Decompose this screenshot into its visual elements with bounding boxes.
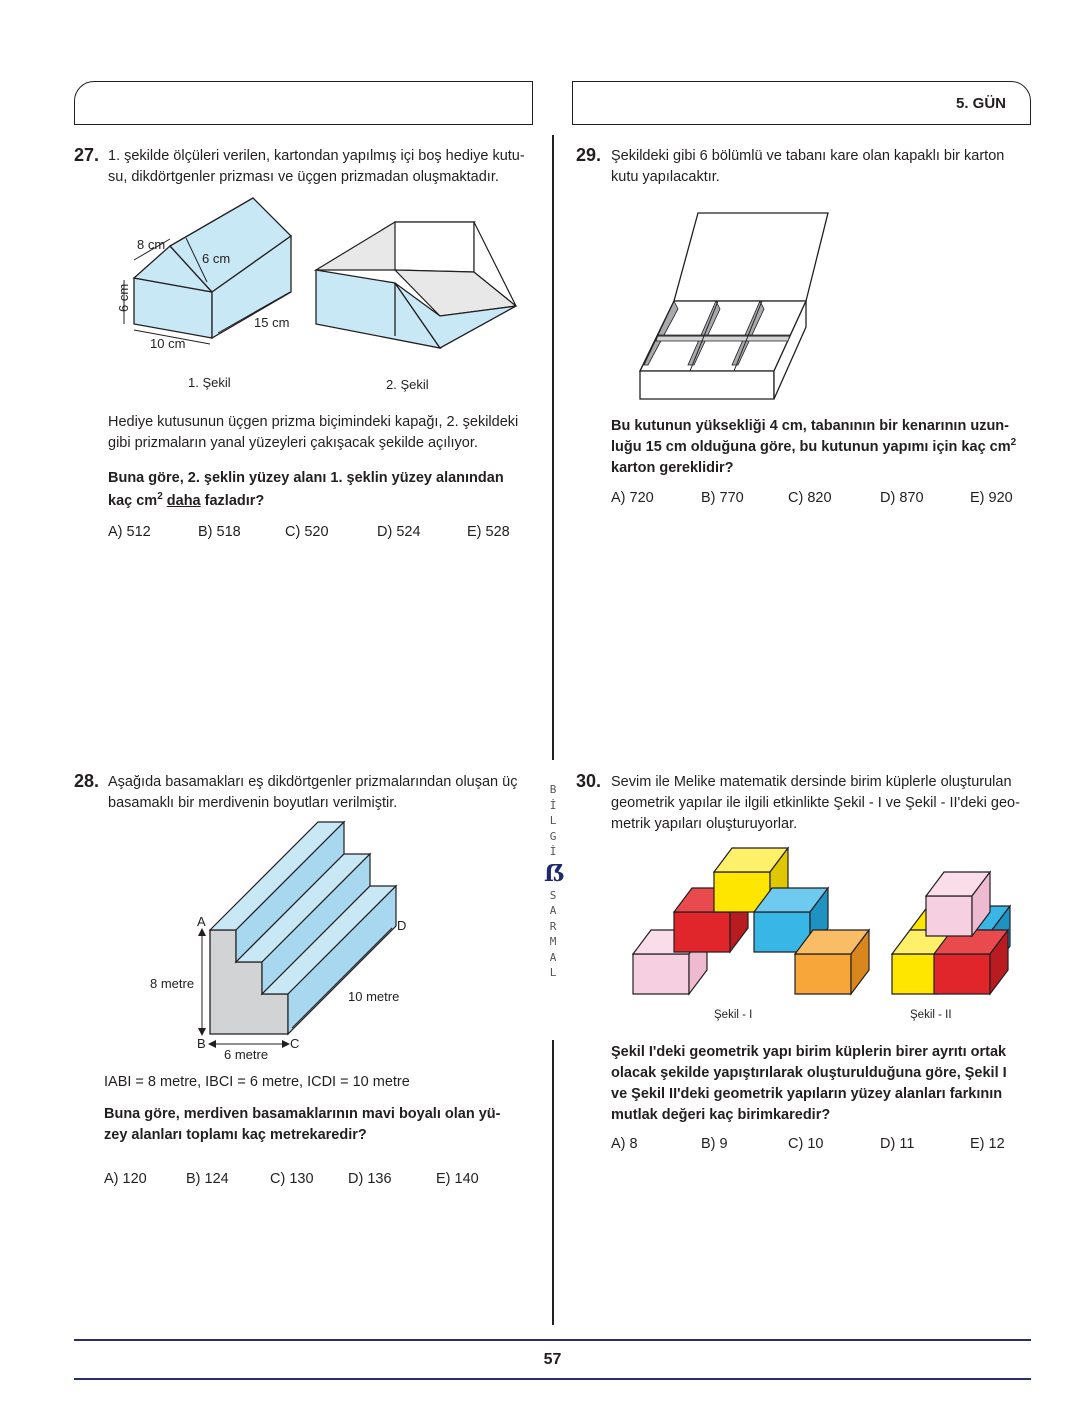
q27-body: Hediye kutusunun üçgen prizma biçimindeki kapağı, 2. şekildeki gibi prizmaların yanal yüzeyleri çakışacak şekilde açılıyor.: [108, 414, 519, 451]
q30-choice-b[interactable]: B) 9: [701, 1136, 728, 1152]
q30-structure-2: [892, 872, 1010, 994]
q27-question: Buna göre, 2. şeklin yüzey alanı 1. şeklin yüzey alanından kaç $cm^2$ daha fazladır?: [108, 470, 504, 509]
q27-label-8cm: 8 cm: [137, 237, 166, 252]
q28-question: Buna göre, merdiven basamaklarının mavi boyalı olan yü- zey alanları toplamı kaç metrekaredir?: [104, 1106, 501, 1143]
column-divider-bottom: [552, 1040, 554, 1325]
q27-intro: 1. şekilde ölçüleri verilen, kartondan yapılmış içi boş hediye kutu- su, dikdörtgenler prizması ve üçgen prizmadan oluşmaktadır.: [108, 148, 525, 185]
q27-choice-a[interactable]: A) 512: [108, 524, 151, 540]
q30-number: 30.: [576, 771, 602, 791]
q28-label-C: C: [290, 1036, 300, 1051]
q27-figure-1: [116, 198, 291, 351]
q30-structure-1: [633, 848, 869, 994]
q28-choice-b[interactable]: B) 124: [186, 1171, 229, 1187]
q27-choice-d[interactable]: D) 524: [377, 524, 421, 540]
q30-intro: Sevim ile Melike matematik dersinde birim küplerle oluşturulan geometrik yapılar ile ilgili etkinlikte Şekil - I ve Şekil - II'deki geo- metrik yapıları oluşturuyorlar.: [611, 774, 1020, 832]
q28-label-height: 8 metre: [150, 976, 195, 991]
q30-choice-c[interactable]: C) 10: [788, 1136, 824, 1152]
q27-choice-c[interactable]: C) 520: [285, 524, 329, 540]
q27-fig2-caption: 2. Şekil: [386, 377, 429, 392]
q29-question: Bu kutunun yüksekliği 4 cm, tabanının bir kenarının uzun- luğu 15 cm olduğuna göre, bu kutunun yapımı için kaç $cm^2$ karton gereklidir?: [611, 418, 1017, 476]
q29-choice-d[interactable]: D) 870: [880, 490, 924, 506]
q28-label-width: 6 metre: [224, 1047, 269, 1062]
q28-intro: Aşağıda basamakları eş dikdörtgenler prizmalarından oluşan üç basamaklı bir merdivenin boyutları verilmiştir.: [108, 774, 518, 811]
q30-fig2-caption: Şekil - II: [910, 1009, 952, 1021]
publisher-vertical-text: B İ L G İ ẞ S A R M A L: [544, 783, 565, 979]
q28-choice-c[interactable]: C) 130: [270, 1171, 314, 1187]
q29-choice-c[interactable]: C) 820: [788, 490, 832, 506]
q28-label-length: 10 metre: [348, 989, 400, 1004]
q27-figures: [110, 190, 540, 400]
q29-choice-a[interactable]: A) 720: [611, 490, 654, 506]
q30-fig1-caption: Şekil - I: [714, 1009, 753, 1021]
q28-label-B: B: [197, 1036, 206, 1051]
q29-intro: Şekildeki gibi 6 bölümlü ve tabanı kare olan kapaklı bir karton kutu yapılacaktır.: [611, 148, 1005, 185]
q27-figure-2: [316, 222, 516, 348]
q28-number: 28.: [74, 771, 100, 791]
q27-label-10cm: 10 cm: [150, 336, 186, 351]
q30-choice-e[interactable]: E) 12: [970, 1136, 1005, 1152]
q28-choice-d[interactable]: D) 136: [348, 1171, 392, 1187]
q27-choice-b[interactable]: B) 518: [198, 524, 241, 540]
header-box-left: [74, 81, 533, 125]
footer-line-top: [74, 1339, 1031, 1341]
day-label: 5. GÜN: [955, 95, 1006, 112]
q30-question: Şekil I'deki geometrik yapı birim küplerin birer ayrıtı ortak olacak şekilde yapıştırılarak oluşturulduğuna göre, Şekil I ve Şekil II'deki geometrik yapıların yüzey alanları farkının mutlak değeri kaç birimkaredir?: [611, 1044, 1007, 1123]
q29-choice-b[interactable]: B) 770: [701, 490, 744, 506]
q28-choice-a[interactable]: A) 120: [104, 1171, 147, 1187]
publisher-logo-icon: ẞ: [544, 860, 565, 887]
q27-choice-e[interactable]: E) 528: [467, 524, 510, 540]
q28-choice-e[interactable]: E) 140: [436, 1171, 479, 1187]
q30-figures: [620, 840, 1030, 1030]
q29-number: 29.: [576, 145, 602, 165]
q28-given: IABI = 8 metre, IBCI = 6 metre, ICDI = 10 metre: [104, 1074, 410, 1090]
q27-number: 27.: [74, 145, 100, 165]
column-divider-top: [552, 135, 554, 760]
q27-fig1-caption: 1. Şekil: [188, 375, 231, 390]
footer-line-bottom: [74, 1378, 1031, 1380]
q27-label-6cm-height: 6 cm: [116, 283, 131, 312]
q27-label-6cm-slant: 6 cm: [202, 251, 231, 266]
q28-label-D: D: [397, 918, 407, 933]
q29-choice-e[interactable]: E) 920: [970, 490, 1013, 506]
q30-choice-a[interactable]: A) 8: [611, 1136, 638, 1152]
q27-label-15cm: 15 cm: [254, 315, 290, 330]
q29-figure-box: [630, 205, 840, 405]
q28-label-A: A: [197, 914, 206, 929]
header-box-right: [572, 81, 1031, 125]
q28-figure-stairs: [140, 812, 430, 1067]
q30-choice-d[interactable]: D) 11: [880, 1136, 915, 1152]
page-number: 57: [543, 1351, 562, 1368]
